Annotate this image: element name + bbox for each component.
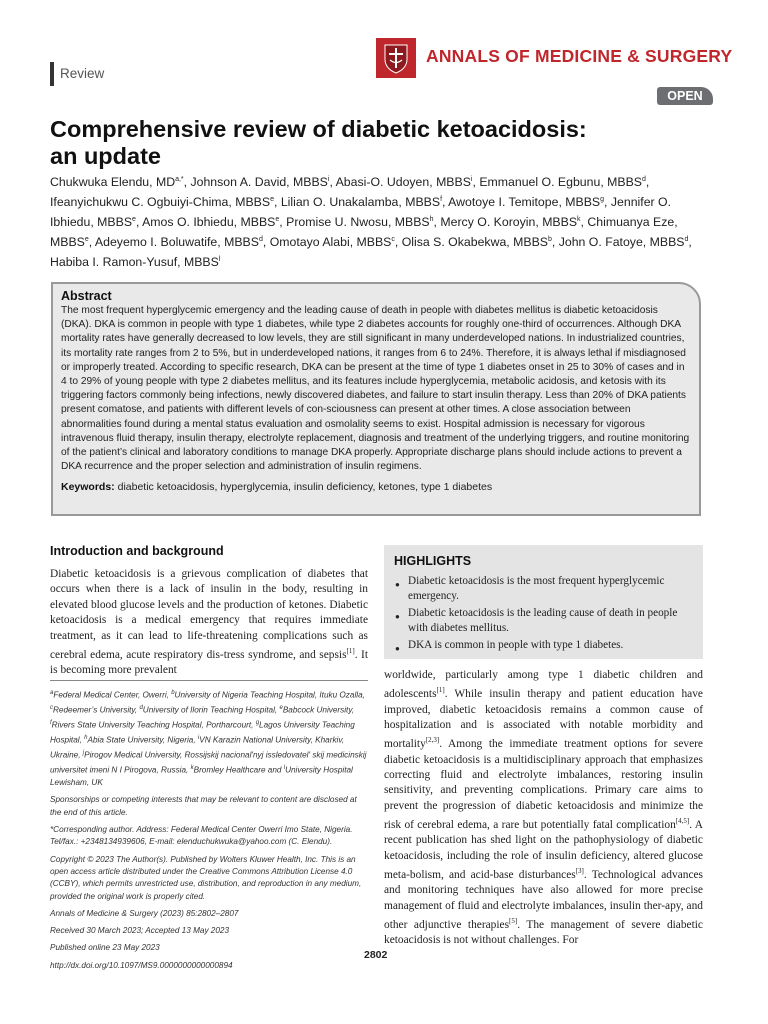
- author-affiliation-mark: d: [684, 236, 689, 244]
- author-name: Ifeanyichukwu C. Ogbuiyi-Chima, MBBS: [50, 195, 271, 210]
- footnotes: [50, 687, 368, 977]
- author-affiliation-mark: i: [470, 176, 473, 183]
- intro-text: worldwide, particularly among type 1 diabetic children and adolescents: [384, 669, 703, 701]
- author-name: Amos O. Ibhiedu, MBBS: [142, 215, 276, 230]
- author-affiliation-mark: e: [275, 216, 280, 224]
- affiliation-text: University Hospital Lewisham, UK: [50, 765, 353, 788]
- affiliation-mark: d: [139, 705, 143, 712]
- citation: Annals of Medicine & Surgery (2023) 85:2802–2807: [50, 908, 239, 918]
- page-number: 2802: [364, 949, 388, 961]
- keywords: [61, 480, 691, 494]
- author-affiliation-mark: c: [391, 236, 395, 244]
- highlights-list: [394, 574, 693, 653]
- author-name: Chimuanya Eze, MBBS: [50, 215, 678, 250]
- abstract-heading: Abstract: [61, 289, 112, 303]
- affiliation-mark: l: [283, 765, 286, 772]
- intro-text: . It is becoming more prevalent: [50, 648, 368, 677]
- open-access-badge: OPEN: [657, 87, 713, 105]
- corresponding-author: *Corresponding author. Address: Federal Medical Center Owerri Imo State, Nigeria. Tel/fax.: +2348134939606, E-mail: elenduchukwuka@yahoo.com (C. Elendu).: [50, 825, 353, 847]
- author-affiliation-mark: e: [270, 196, 274, 204]
- author-name: Adeyemo I. Boluwatife, MBBS: [94, 235, 259, 250]
- sponsorship-note: Sponsorships or competing interests that may be relevant to content are disclosed at the end of this article.: [50, 795, 357, 817]
- author-name: Mercy O. Koroyin, MBBS: [440, 215, 578, 230]
- author-affiliation-mark: e: [132, 216, 136, 224]
- author-name: Jennifer O. Ibhiedu, MBBS: [50, 195, 672, 230]
- intro-text: . A recent publication has shed light on the pathophysiology of diabetic ketoacidosis, including the role of insulin deficiency, altered glucose meta-bolism, and acid-base disturbances: [384, 819, 704, 882]
- section-label: Review: [50, 62, 104, 86]
- affiliation-mark: i: [197, 735, 200, 742]
- abstract-box: [51, 282, 701, 516]
- footnote-divider: [50, 680, 368, 681]
- highlights-title: HIGHLIGHTS: [394, 554, 472, 568]
- received-dates: Received 30 March 2023; Accepted 13 May 2023: [50, 926, 230, 936]
- affiliation-text: University of Nigeria Teaching Hospital, Ituku Ozalla,: [174, 690, 365, 700]
- reference-link[interactable]: [1]: [436, 686, 445, 695]
- author-affiliation-mark: k: [577, 216, 581, 224]
- affiliation-mark: k: [190, 765, 194, 772]
- affiliation-mark: h: [84, 735, 88, 742]
- author-affiliation-mark: g: [600, 196, 605, 204]
- keywords-text: diabetic ketoacidosis, hyperglycemia, insulin deficiency, ketones, type 1 diabetes: [117, 481, 493, 494]
- title-line-1: Comprehensive review of diabetic ketoacidosis:: [50, 116, 587, 142]
- author-list: Chukwuka Elendu, $MD^{a,*}$, Johnson A. David, MBBS$^i$, Abasi-O. Udoyen, MBBS$^i$, Emmanuel O. Egbunu, MBBS$^d$, Ifeanyichukwu C. Ogbuiyi-Chima, MBBS$^e$, Lilian O. Unakalamba, MBBS$^f$, Awotoye I. Temitope, MBBS$^g$, Jennifer O. Ibhiedu, MBBS$^e$, Amos O. Ibhiedu, MBBS$^e$, Promise U. Nwosu, MBBS$^h$, Mercy O. Koroyin, MBBS$^k$, Chimuanya Eze, MBBS$^e$, Adeyemo I. Boluwatife, MBBS$^d$, Omotayo Alabi, MBBS$^c$, Olisa S. Okabekwa, MBBS$^b$, John O. Fatoye, MBBS$^d$, Habiba I. Ramon-Yusuf, MBBS$^l$: [50, 175, 692, 270]
- author-name: Olisa S. Okabekwa, MBBS: [401, 235, 548, 250]
- author-affiliation-mark: a,*: [175, 176, 184, 183]
- intro-heading: Introduction and background: [50, 544, 224, 558]
- intro-text: . While insulin therapy and patient education have improved, diabetic ketoacidosis remains a common cause of hospitalization and is associated with notable morbidity and mortality: [384, 688, 703, 751]
- affiliation-text: Pirogov Medical University, Rossijskij nacional'nyj issledovatel' skij medicinskij universitet imeni N I Pirogova, Russia,: [50, 750, 367, 775]
- affiliation-text: University of Ilorin Teaching Hospital,: [142, 705, 280, 715]
- affiliation-mark: f: [50, 720, 52, 727]
- author-affiliation-mark: e: [84, 236, 89, 244]
- author-name: Promise U. Nwosu, MBBS: [286, 215, 430, 230]
- affiliation-mark: g: [255, 720, 260, 727]
- author-name: Awotoye I. Temitope, MBBS: [448, 195, 601, 210]
- affiliation-text: Babcock University,: [282, 705, 355, 715]
- reference-link[interactable]: [3]: [575, 867, 584, 876]
- affiliation-mark: e: [279, 705, 283, 712]
- author-name: Habiba I. Ramon-Yusuf, MBBS: [50, 255, 219, 270]
- highlight-text: Diabetic ketoacidosis is the leading cause of death in people with diabetes mellitus.: [408, 607, 678, 634]
- bullet-icon: ●: [395, 612, 400, 621]
- highlight-text: DKA is common in people with type 1 diabetes.: [408, 639, 624, 651]
- highlight-text: Diabetic ketoacidosis is the most frequent hyperglycemic emergency.: [408, 575, 665, 602]
- doi-link[interactable]: http://dx.doi.org/10.1097/MS9.0000000000000894: [50, 960, 233, 970]
- author-name: Emmanuel O. Egbunu, MBBS: [479, 175, 642, 190]
- highlights-box: [384, 545, 703, 659]
- reference-link[interactable]: [2,3]: [425, 736, 440, 745]
- intro-text: . Technological advances and monitoring techniques have also allowed for more precise management of fluid and electrolyte imbalances, insulin ther-apy, and other adjunctive therapies: [384, 869, 703, 932]
- affiliation-text: Bromley Healthcare and: [193, 765, 284, 775]
- affiliation-text: VN Karazin National University, Kharkiv, Ukraine,: [50, 735, 345, 760]
- author-affiliation-mark: f: [440, 196, 443, 204]
- bullet-icon: ●: [395, 644, 400, 653]
- highlight-item: [394, 574, 693, 604]
- title-line-2: an update: [50, 143, 161, 169]
- reference-link[interactable]: [1]: [346, 647, 355, 656]
- intro-paragraph-left: [50, 567, 368, 679]
- author-name: Lilian O. Unakalamba, MBBS: [280, 195, 441, 210]
- affiliations: [50, 687, 368, 789]
- author-affiliation-mark: d: [258, 236, 263, 244]
- author-affiliation-mark: i: [327, 176, 330, 183]
- journal-shield-logo-icon: [376, 38, 416, 78]
- abstract-text: The most frequent hyperglycemic emergency and the leading cause of death in people with diabetes mellitus is diabetic ketoacidosis (DKA). DKA is common in people with type 1 diabetes, while type 2 diabetes accounts for roughly one-third of occurrences. Although DKA mortality rates have generally decreased to low levels, they are still significant in many underdeveloped nations. In industrialized countries, its mortality rate ranges from 2 to 5%, but in underdeveloped nations, it ranges from 6 to 24%. Therefore, it is always lethal if misdiagnosed or improperly treated. According to specific research, DKA can be present at the time of type 1 diabetes onset in 25 to 30% of cases and in 4 to 29% of young people with type 2 diabetes mellitus, and its features include hyperglycemia, metabolic acidosis, and ketosis with its triggering factors commonly being infections, newly discovered diabetes, and failure to start insulin therapy. Less than 20% of DKA patients present comatose, and patients with different levels of con-sciousness can present at other times. A close association between abnormalities found during a mental status evaluation and osmolality seems to exist. Hospital admission is necessary for vigorous intravenous fluid therapy, insulin therapy, electrolyte replacement, diagnosis and treatment of the underlying triggers, and routine monitoring of the patient’s clinical and laboratory conditions to manage DKA properly. Appropriate discharge plans should include actions to prevent a DKA recurrence and the proper selection and administration of insulin regimens.: [61, 305, 690, 473]
- affiliation-text: Lagos University Teaching Hospital,: [50, 720, 355, 745]
- bullet-icon: ●: [395, 580, 400, 589]
- affiliation-mark: a: [50, 690, 54, 696]
- author-affiliation-mark: l: [218, 256, 221, 264]
- intro-paragraph-right: [384, 668, 703, 949]
- published-date: Published online 23 May 2023: [50, 943, 160, 953]
- intro-text: Diabetic ketoacidosis is a grievous complication of diabetes that occurs when there is a lack of insulin in the body, resulting in elevated blood glucose levels and the production of ketones. Diabetic ketoacidosis is a medical emergency that requires immediate treatment, as it can lead to life-threatening complications such as cerebral edema, acute respiratory dis-tress syndrome, and sepsis: [50, 568, 368, 661]
- copyright-notice: Copyright © 2023 The Author(s). Published by Wolters Kluwer Health, Inc. This is an open access article distributed under the Creative Commons Attribution License 4.0 (CCBY), which permits unrestricted use, distribution, and reproduction in any medium, provided the original work is properly cited.: [50, 854, 362, 901]
- author-name: Johnson A. David, MBBS: [190, 175, 328, 190]
- affiliation-text: Rivers State University Teaching Hospital, Portharcourt,: [51, 720, 256, 730]
- author-name: Abasi-O. Udoyen, MBBS: [335, 175, 471, 190]
- author-name: Omotayo Alabi, MBBS: [269, 235, 392, 250]
- author-affiliation-mark: b: [547, 236, 552, 244]
- affiliation-mark: b: [171, 690, 175, 696]
- reference-link[interactable]: [4,5]: [675, 817, 690, 826]
- author-name: Chukwuka Elendu, MD: [50, 175, 176, 190]
- affiliation-text: Abia State University, Nigeria,: [87, 735, 198, 745]
- affiliation-mark: c: [50, 705, 53, 712]
- affiliation-text: Federal Medical Center, Owerri,: [53, 690, 172, 700]
- author-name: John O. Fatoye, MBBS: [558, 235, 685, 250]
- intro-text: . Among the immediate treatment options for severe diabetic ketoacidosis is a multidisciplinary approach that emphasizes correcting fluid and electrolyte imbalances, restoring insulin sensitivity, and preventing complications. Primary care aims to prevent the progression of diabetic ketoacidosis and minimize the risk of cerebral edema, a rare but potentially fatal complication: [384, 738, 703, 832]
- keywords-label: Keywords:: [61, 481, 115, 494]
- reference-link[interactable]: [5]: [509, 917, 518, 926]
- highlight-item: [394, 606, 693, 636]
- journal-name: ANNALS OF MEDICINE & SURGERY: [426, 46, 733, 66]
- article-title: [50, 116, 710, 170]
- author-affiliation-mark: d: [642, 176, 646, 183]
- affiliation-mark: j: [82, 750, 85, 757]
- intro-text: . The management of severe diabetic ketoacidosis is not without challenges. For: [384, 919, 703, 947]
- affiliation-text: Redeemer’s University,: [53, 705, 140, 715]
- highlight-item: [394, 638, 693, 653]
- author-affiliation-mark: h: [429, 216, 434, 224]
